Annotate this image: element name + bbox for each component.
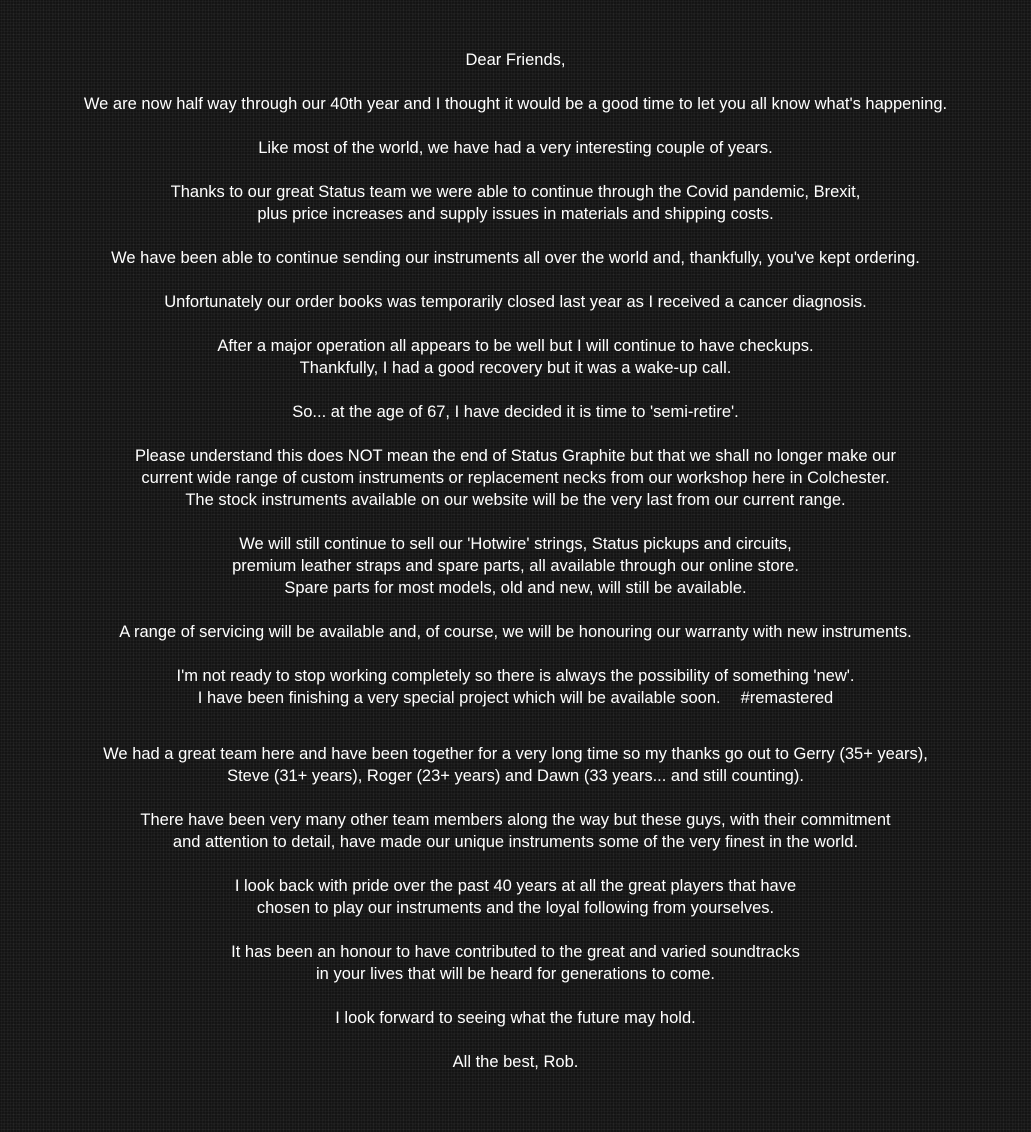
paragraph-line: current wide range of custom instruments or replacement necks from our workshop here in Colchester. (141, 469, 890, 487)
paragraph-soundtracks (0, 941, 1031, 985)
paragraph-servicing (0, 621, 1031, 643)
greeting (0, 49, 1031, 71)
paragraph-line: Unfortunately our order books was temporarily closed last year as I received a cancer diagnosis. (164, 293, 867, 311)
paragraph-line: and attention to detail, have made our unique instruments some of the very finest in the world. (172, 833, 859, 851)
paragraph-line: We had a great team here and have been together for a very long time so my thanks go out to Gerry (35+ years), (103, 745, 928, 763)
paragraph-line: After a major operation all appears to be well but I will continue to have checkups. (217, 337, 814, 355)
signoff-text: All the best, Rob. (452, 1053, 579, 1071)
hashtag-remastered: #remastered (740, 689, 834, 707)
paragraph-line: The stock instruments available on our website will be the very last from our current range. (185, 491, 846, 509)
paragraph-line-text: I have been finishing a very special project which will be available soon. (197, 689, 721, 707)
greeting-text: Dear Friends, (465, 51, 566, 69)
paragraph-line: We will still continue to sell our 'Hotwire' strings, Status pickups and circuits, (239, 535, 792, 553)
paragraph-line: plus price increases and supply issues in materials and shipping costs. (257, 205, 774, 223)
paragraph-intro (0, 93, 1031, 115)
paragraph-line: in your lives that will be heard for generations to come. (316, 965, 715, 983)
paragraph-line: We are now half way through our 40th year and I thought it would be a good time to let you all know what's happening. (83, 95, 948, 113)
paragraph-recovery (0, 335, 1031, 379)
paragraph-shipping (0, 247, 1031, 269)
paragraph-line: I'm not ready to stop working completely so there is always the possibility of something 'new'. (176, 667, 855, 685)
paragraph-online-store (0, 533, 1031, 599)
paragraph-line: We have been able to continue sending our instruments all over the world and, thankfully, you've kept ordering. (111, 249, 920, 267)
paragraph-diagnosis (0, 291, 1031, 313)
paragraph-status-graphite (0, 445, 1031, 511)
paragraph-line: Please understand this does NOT mean the end of Status Graphite but that we shall no longer make our (135, 447, 896, 465)
letter (0, 49, 1031, 1095)
signoff (0, 1051, 1031, 1073)
paragraph-line: A range of servicing will be available and, of course, we will be honouring our warranty with new instruments. (119, 623, 912, 641)
paragraph-line: Steve (31+ years), Roger (23+ years) and Dawn (33 years... and still counting). (227, 767, 804, 785)
paragraph-team-thanks (0, 181, 1031, 225)
paragraph-line: Spare parts for most models, old and new, will still be available. (284, 579, 747, 597)
paragraph-line: Thanks to our great Status team we were able to continue through the Covid pandemic, Brexit, (170, 183, 861, 201)
paragraph-line: chosen to play our instruments and the loyal following from yourselves. (256, 899, 775, 917)
paragraph-new-project (0, 665, 1031, 709)
paragraph-line: premium leather straps and spare parts, all available through our online store. (232, 557, 799, 575)
paragraph-pride (0, 875, 1031, 919)
paragraph-team-members (0, 743, 1031, 787)
paragraph-future (0, 1007, 1031, 1029)
paragraph-line: Thankfully, I had a good recovery but it was a wake-up call. (299, 359, 732, 377)
paragraph-line: It has been an honour to have contributed to the great and varied soundtracks (231, 943, 800, 961)
paragraph-commitment (0, 809, 1031, 853)
paragraph-interesting-years (0, 137, 1031, 159)
paragraph-line: I look back with pride over the past 40 years at all the great players that have (234, 877, 797, 895)
paragraph-line: I look forward to seeing what the future may hold. (335, 1009, 696, 1027)
paragraph-line (0, 687, 1031, 709)
paragraph-line: Like most of the world, we have had a very interesting couple of years. (258, 139, 773, 157)
paragraph-semi-retire (0, 401, 1031, 423)
paragraph-line: There have been very many other team members along the way but these guys, with their commitment (140, 811, 891, 829)
paragraph-line: So... at the age of 67, I have decided it is time to 'semi-retire'. (292, 403, 739, 421)
